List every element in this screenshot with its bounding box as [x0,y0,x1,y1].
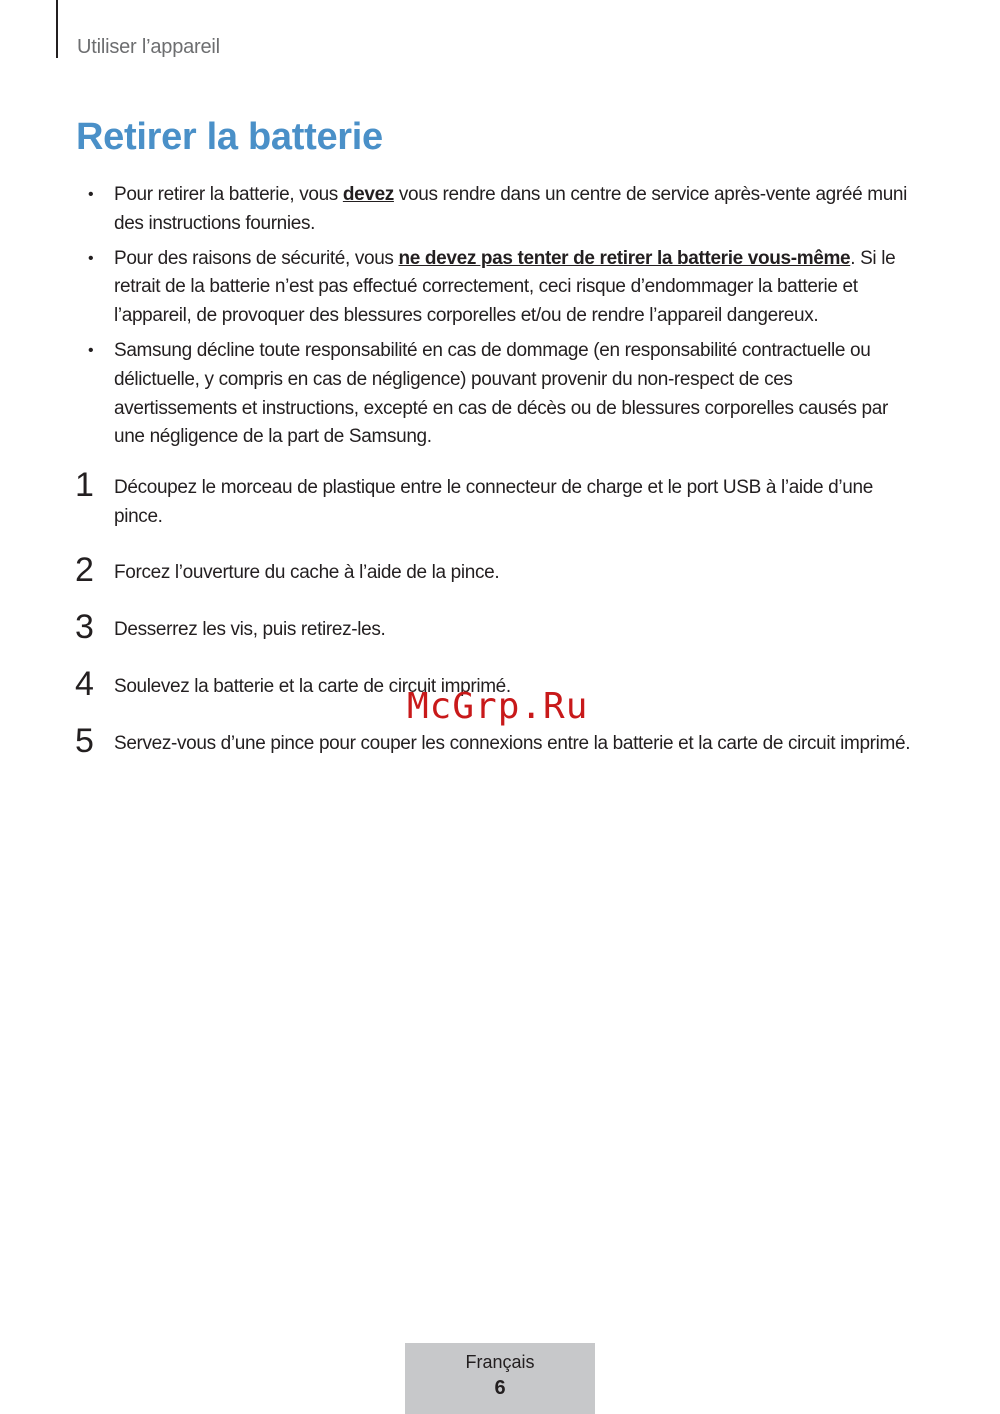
bullet-icon: • [88,341,94,359]
step-text: Servez-vous d’une pince pour couper les connexions entre la batterie et la carte de circuit imprimé. [114,733,911,754]
bullet-icon: • [88,249,94,267]
header-rule [56,0,58,58]
note-emphasis: devez [342,184,394,205]
note-item [88,337,914,452]
step-text: Forcez l’ouverture du cache à l’aide de la pince. [114,562,500,583]
page-title: Retirer la batterie [76,116,383,158]
watermark: McGrp.Ru [407,686,589,727]
bullet-icon: • [88,186,94,203]
step-number: 3 [75,608,94,646]
note-text: Samsung décline toute responsabilité en cas de dommage (en responsabilité contractuelle ou délictuelle, y compris en cas de négligence) pouvant provenir du non-respect de ces avertissements et instructions, excepté en cas de décès ou de blessures corporelles causés par une négligence de la part de Samsung. [114,339,888,448]
notes-list [88,181,914,458]
note-item [88,181,914,239]
step-number: 2 [75,551,94,589]
note-item [88,245,914,331]
note-text: . Si le retrait de la batterie n’est pas effectué correctement, ceci risque d’endommager la batterie et l’appareil, de provoquer des blessures corporelles et/ou de rendre l’appareil dangereux. [114,247,896,327]
step-text: Desserrez les vis, puis retirez-les. [114,619,386,640]
note-emphasis: ne devez pas tenter de retirer la batterie vous-même [398,247,851,269]
section-header: Utiliser l’appareil [77,36,220,58]
note-text: Pour retirer la batterie, vous [114,184,343,205]
step-number: 1 [75,466,94,504]
step-number: 5 [75,722,94,760]
footer-language: Français [465,1352,535,1372]
page-number: 6 [494,1377,506,1399]
note-text: Pour des raisons de sécurité, vous [114,247,399,269]
note-text: vous rendre dans un centre de service après-vente agréé muni des instructions fournies. [114,184,908,234]
step-text: Soulevez la batterie et la carte de circuit imprimé. [114,676,511,697]
footer-tab [405,1343,595,1414]
step-number: 4 [75,665,94,703]
step-text: Découpez le morceau de plastique entre le connecteur de charge et le port USB à l’aide d’une pince. [114,477,873,527]
